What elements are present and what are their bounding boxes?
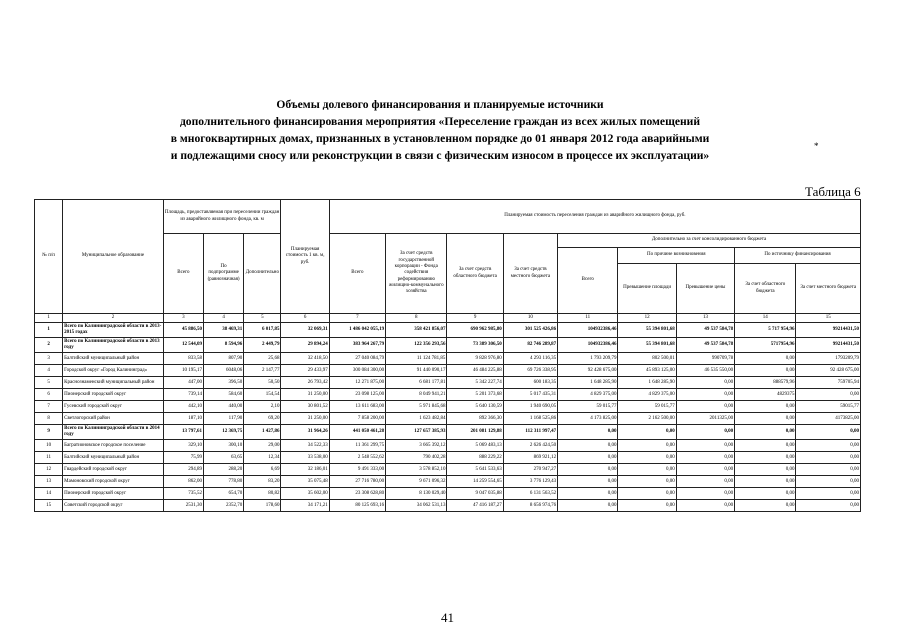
value-cell: 27 040 084,79 (329, 353, 385, 365)
value-cell: 32 186,01 (281, 464, 329, 476)
value-cell: 12 271 875,00 (329, 377, 385, 389)
value-cell: 0,00 (618, 488, 676, 500)
value-cell: 31 964,26 (281, 425, 329, 440)
value-cell: 0,00 (735, 488, 796, 500)
header-planned-cost: Планируемая стоимость 1 кв. м, руб. (281, 200, 329, 314)
value-cell: 45 893 125,00 (618, 365, 676, 377)
value-cell: 802 500,01 (618, 353, 676, 365)
value-cell: 12,34 (244, 452, 281, 464)
value-cell: 270 947,27 (503, 464, 557, 476)
column-number: 4 (203, 314, 243, 323)
row-number: 2 (35, 338, 63, 353)
value-cell: 600 183,35 (503, 377, 557, 389)
table-row (35, 365, 861, 377)
value-cell: 2,10 (244, 401, 281, 413)
value-cell: 2352,70 (203, 500, 243, 512)
page-title (40, 96, 840, 164)
value-cell: 5 717 954,96 (735, 323, 796, 338)
value-cell: 0,00 (558, 440, 618, 452)
value-cell: 25,68 (244, 353, 281, 365)
value-cell: 34 062 531,13 (386, 500, 447, 512)
column-number: 8 (386, 314, 447, 323)
value-cell: 0,00 (558, 500, 618, 512)
column-number: 10 (503, 314, 557, 323)
table-row (35, 323, 861, 338)
value-cell: 0,00 (676, 464, 734, 476)
value-cell: 888 229,22 (447, 452, 503, 464)
row-number: 6 (35, 389, 63, 401)
value-cell: 0,00 (735, 440, 796, 452)
value-cell: 13 797,61 (163, 425, 203, 440)
value-cell: 32 418,50 (281, 353, 329, 365)
value-cell: 4 173 825,00 (558, 413, 618, 425)
value-cell: 0,00 (735, 476, 796, 488)
value-cell: 301 525 426,86 (503, 323, 557, 338)
value-cell: 6 681 177,81 (386, 377, 447, 389)
value-cell: 34 171,21 (281, 500, 329, 512)
table-label: Таблица 6 (805, 184, 861, 199)
value-cell: 0,00 (558, 476, 618, 488)
value-cell: 0,00 (618, 500, 676, 512)
column-number: 15 (796, 314, 861, 323)
header-num: № п/п (35, 200, 63, 314)
value-cell: 6048,06 (203, 365, 243, 377)
value-cell: 0,00 (676, 440, 734, 452)
value-cell: 0,00 (796, 389, 861, 401)
municipality-name: Мамоновский городской округ (63, 476, 164, 488)
value-cell: 1793209,79 (796, 353, 861, 365)
value-cell: 33 538,00 (281, 452, 329, 464)
header-area-group: Площадь, предоставляемая при переселении граждан из аварийного жилищного фонда, кв. м (163, 200, 281, 234)
value-cell: 5 971 845,68 (386, 401, 447, 413)
value-cell: 69 726 338,95 (503, 365, 557, 377)
value-cell: 6 017,85 (244, 323, 281, 338)
value-cell: 23 098 125,00 (329, 389, 385, 401)
value-cell: 8 656 974,76 (503, 500, 557, 512)
value-cell: 862,00 (163, 476, 203, 488)
value-cell: 12 369,75 (203, 425, 243, 440)
value-cell: 2 548 552,62 (329, 452, 385, 464)
value-cell: 83,20 (244, 476, 281, 488)
municipality-name: Всего по Калининградской области в 2014 году (63, 425, 164, 440)
value-cell: 0,00 (796, 452, 861, 464)
value-cell: 739,14 (163, 389, 203, 401)
value-cell: 27 716 780,00 (329, 476, 385, 488)
header-cost-total: Всего (329, 234, 385, 314)
value-cell: 154,54 (244, 389, 281, 401)
value-cell: 49 537 584,78 (676, 323, 734, 338)
value-cell: 46 484 225,88 (447, 365, 503, 377)
value-cell: 46 535 550,00 (676, 365, 734, 377)
value-cell: 1 427,86 (244, 425, 281, 440)
table-row (35, 413, 861, 425)
value-cell: 2 162 500,00 (618, 413, 676, 425)
value-cell: 69,20 (244, 413, 281, 425)
value-cell: 0,00 (735, 365, 796, 377)
value-cell: 990709,78 (676, 353, 734, 365)
value-cell: 6,69 (244, 464, 281, 476)
column-number: 12 (618, 314, 676, 323)
value-cell: 11 361 299,75 (329, 440, 385, 452)
title-line: дополнительного финансирования мероприятия «Переселение граждан из всех жилых помещений (179, 115, 701, 128)
header-fund: За счет средств государственной корпорации - Фонда содействия реформированию жилищно-коммунального хозяйства (386, 234, 447, 314)
value-cell: 0,00 (558, 452, 618, 464)
value-cell: 0,00 (676, 488, 734, 500)
value-cell: 80 125 693,16 (329, 500, 385, 512)
table-row (35, 500, 861, 512)
header-source-local: За счет местного бюджета (796, 264, 861, 314)
value-cell: 300 084 300,00 (329, 365, 385, 377)
value-cell: 178,60 (244, 500, 281, 512)
row-number: 8 (35, 413, 63, 425)
header-cost-group: Планируемая стоимость переселения граждан из аварийного жилищного фонда, руб. (329, 200, 860, 234)
value-cell: 11 124 781,85 (386, 353, 447, 365)
value-cell: 0,00 (735, 353, 796, 365)
table-row (35, 476, 861, 488)
value-cell: 0,00 (618, 425, 676, 440)
value-cell: 5 017 435,31 (503, 389, 557, 401)
column-number-row (35, 314, 861, 323)
value-cell: 49 537 584,78 (676, 338, 734, 353)
value-cell: 0,00 (676, 377, 734, 389)
value-cell: 9 671 096,32 (386, 476, 447, 488)
table-row (35, 377, 861, 389)
value-cell: 442,10 (163, 401, 203, 413)
value-cell: 5 640 130,59 (447, 401, 503, 413)
value-cell: 0,00 (676, 476, 734, 488)
header-local: За счет средств местного бюджета (503, 234, 557, 314)
title-line: и подлежащими сносу или реконструкции в связи с физическим износом в процессе их эксплуатации» (170, 149, 710, 162)
value-cell: 300,10 (203, 440, 243, 452)
header-source-regional: За счет областного бюджета (735, 264, 796, 314)
value-cell: 29 894,24 (281, 338, 329, 353)
value-cell: 869 921,12 (503, 452, 557, 464)
value-cell: 4173825,00 (796, 413, 861, 425)
value-cell: 6 131 563,52 (503, 488, 557, 500)
column-number: 13 (676, 314, 734, 323)
value-cell: 30 801,52 (281, 401, 329, 413)
title-line: Объемы долевого финансирования и планируемые источники (276, 98, 604, 111)
value-cell: 690 962 985,80 (447, 323, 503, 338)
value-cell: 10 195,17 (163, 365, 203, 377)
column-number: 6 (281, 314, 329, 323)
value-cell: 1 168 525,86 (503, 413, 557, 425)
value-cell: 0,00 (558, 464, 618, 476)
header-area-total: Всего (163, 234, 203, 314)
header-consolidated-group: Дополнительно за счет консолидированного бюджета (558, 234, 861, 248)
value-cell: 0,00 (558, 425, 618, 440)
value-cell: 80,82 (244, 488, 281, 500)
value-cell: 1 648 285,90 (618, 377, 676, 389)
value-cell: 82 746 289,87 (503, 338, 557, 353)
value-cell: 35 602,00 (281, 488, 329, 500)
value-cell: 187,10 (163, 413, 203, 425)
page-number: 41 (441, 610, 454, 625)
value-cell: 288,20 (203, 464, 243, 476)
value-cell: 127 657 385,93 (386, 425, 447, 440)
table-row (35, 440, 861, 452)
value-cell: 4 829 375,00 (558, 389, 618, 401)
value-cell: 778,80 (203, 476, 243, 488)
value-cell: 1 793 209,79 (558, 353, 618, 365)
value-cell: 73 389 306,50 (447, 338, 503, 353)
value-cell: 8 130 029,40 (386, 488, 447, 500)
value-cell: 23 308 628,80 (329, 488, 385, 500)
column-number: 7 (329, 314, 385, 323)
value-cell: 92 428 675,00 (796, 365, 861, 377)
column-number: 1 (35, 314, 63, 323)
value-cell: 59 015,77 (618, 401, 676, 413)
value-cell: 4 829 375,00 (618, 389, 676, 401)
financing-table (34, 199, 861, 512)
value-cell: 888579,96 (735, 377, 796, 389)
header-excess-area: Превышение площади (618, 264, 676, 314)
value-cell: 0,00 (558, 488, 618, 500)
row-number: 11 (35, 452, 63, 464)
municipality-name: Всего по Калининградской области в 2013-2015 годах (63, 323, 164, 338)
value-cell: 3 776 129,43 (503, 476, 557, 488)
title-line: в многоквартирных домах, признанных в установленном порядке до 01 января 2012 года аварийными (170, 132, 710, 145)
column-number: 11 (558, 314, 618, 323)
value-cell: 0,00 (676, 401, 734, 413)
row-number: 15 (35, 500, 63, 512)
row-number: 13 (35, 476, 63, 488)
municipality-name: Гусевский городской округ (63, 401, 164, 413)
value-cell: 59015,77 (796, 401, 861, 413)
value-cell: 38 469,31 (203, 323, 243, 338)
value-cell: 5717954,96 (735, 338, 796, 353)
header-by-source: По источнику финансирования (735, 248, 861, 264)
value-cell: 1 623 482,84 (386, 413, 447, 425)
value-cell: 32 069,31 (281, 323, 329, 338)
value-cell: 294,89 (163, 464, 203, 476)
value-cell: 1 940 690,05 (503, 401, 557, 413)
municipality-name: Всего по Калининградской области в 2013 году (63, 338, 164, 353)
value-cell: 3 665 392,12 (386, 440, 447, 452)
value-cell: 201 081 129,88 (447, 425, 503, 440)
header-by-reason: По причине возникновения (618, 248, 735, 264)
value-cell: 35 075,48 (281, 476, 329, 488)
value-cell: 1 486 042 055,19 (329, 323, 385, 338)
value-cell: 4 293 116,35 (503, 353, 557, 365)
value-cell: 12 544,09 (163, 338, 203, 353)
value-cell: 0,00 (618, 476, 676, 488)
value-cell: 26 793,42 (281, 377, 329, 389)
municipality-name: Краснознаменский муниципальный район (63, 377, 164, 389)
municipality-name: Балтийский муниципальный район (63, 452, 164, 464)
value-cell: 447,00 (163, 377, 203, 389)
municipality-name: Пионерский городской округ (63, 488, 164, 500)
column-number: 5 (244, 314, 281, 323)
row-number: 1 (35, 323, 63, 338)
value-cell: 2 449,79 (244, 338, 281, 353)
value-cell: 29,00 (244, 440, 281, 452)
value-cell: 0,00 (735, 413, 796, 425)
row-number: 12 (35, 464, 63, 476)
value-cell: 0,00 (796, 425, 861, 440)
value-cell: 440,00 (203, 401, 243, 413)
table-row (35, 452, 861, 464)
value-cell: 0,00 (676, 425, 734, 440)
header-regional: За счет средств областного бюджета (447, 234, 503, 314)
header-area-program: По подпрограмме (равнозначная) (203, 234, 243, 314)
value-cell: 0,00 (735, 464, 796, 476)
header-consolidated-total: Всего (558, 248, 618, 314)
value-cell: 383 964 267,79 (329, 338, 385, 353)
value-cell: 5 342 227,74 (447, 377, 503, 389)
value-cell: 2011325,00 (676, 413, 734, 425)
value-cell: 13 611 683,00 (329, 401, 385, 413)
value-cell: 14 259 554,65 (447, 476, 503, 488)
row-number: 3 (35, 353, 63, 365)
value-cell: 112 311 997,47 (503, 425, 557, 440)
value-cell: 50,50 (244, 377, 281, 389)
column-number: 3 (163, 314, 203, 323)
table-row (35, 353, 861, 365)
value-cell: 7 858 200,00 (329, 413, 385, 425)
value-cell: 91 440 090,17 (386, 365, 447, 377)
value-cell: 892 366,30 (447, 413, 503, 425)
value-cell: 833,58 (163, 353, 203, 365)
value-cell: 0,00 (735, 452, 796, 464)
value-cell: 0,00 (618, 440, 676, 452)
value-cell: 5 069 483,13 (447, 440, 503, 452)
value-cell: 9 828 976,80 (447, 353, 503, 365)
value-cell: 584,60 (203, 389, 243, 401)
value-cell: 3 578 852,10 (386, 464, 447, 476)
value-cell: 2 147,77 (244, 365, 281, 377)
value-cell: 441 050 461,28 (329, 425, 385, 440)
value-cell: 0,00 (796, 500, 861, 512)
value-cell: 59 015,77 (558, 401, 618, 413)
municipality-name: Советский городской округ (63, 500, 164, 512)
value-cell: 0,00 (735, 425, 796, 440)
value-cell: 8 049 941,21 (386, 389, 447, 401)
table-row (35, 389, 861, 401)
value-cell: 1 648 285,90 (558, 377, 618, 389)
value-cell: 75,99 (163, 452, 203, 464)
row-number: 10 (35, 440, 63, 452)
row-number: 14 (35, 488, 63, 500)
value-cell: 0,00 (796, 440, 861, 452)
value-cell: 99214431,50 (796, 338, 861, 353)
value-cell: 0,00 (735, 500, 796, 512)
row-number: 7 (35, 401, 63, 413)
value-cell: 34 522,33 (281, 440, 329, 452)
header-excess-price: Превышение цены (676, 264, 734, 314)
row-number: 5 (35, 377, 63, 389)
municipality-name: Городской округ «Город Калининград» (63, 365, 164, 377)
value-cell: 807,90 (203, 353, 243, 365)
header-area-additional: Дополнительно (244, 234, 281, 314)
value-cell: 0,00 (676, 500, 734, 512)
value-cell: 0,00 (618, 452, 676, 464)
table-row (35, 338, 861, 353)
value-cell: 358 421 856,07 (386, 323, 447, 338)
municipality-name: Пионерский городской округ (63, 389, 164, 401)
row-number: 9 (35, 425, 63, 440)
value-cell: 45 886,50 (163, 323, 203, 338)
value-cell: 0,00 (618, 464, 676, 476)
value-cell: 0,00 (676, 389, 734, 401)
footnote-mark: * (814, 141, 819, 151)
value-cell: 9 491 333,00 (329, 464, 385, 476)
table-row (35, 464, 861, 476)
value-cell: 122 356 293,56 (386, 338, 447, 353)
header-municipality: Муниципальное образование (63, 200, 164, 314)
value-cell: 9 047 035,88 (447, 488, 503, 500)
value-cell: 0,00 (796, 476, 861, 488)
value-cell: 0,00 (735, 401, 796, 413)
value-cell: 55 394 801,68 (618, 323, 676, 338)
municipality-name: Балтийский муниципальный район (63, 353, 164, 365)
value-cell: 63,65 (203, 452, 243, 464)
value-cell: 29 433,97 (281, 365, 329, 377)
table-row (35, 401, 861, 413)
value-cell: 329,10 (163, 440, 203, 452)
value-cell: 47 416 187,27 (447, 500, 503, 512)
value-cell: 99214431,50 (796, 323, 861, 338)
value-cell: 654,70 (203, 488, 243, 500)
value-cell: 735,52 (163, 488, 203, 500)
value-cell: 117,90 (203, 413, 243, 425)
value-cell: 31 250,00 (281, 413, 329, 425)
value-cell: 104932386,46 (558, 338, 618, 353)
column-number: 9 (447, 314, 503, 323)
value-cell: 92 428 675,00 (558, 365, 618, 377)
value-cell: 55 394 801,68 (618, 338, 676, 353)
value-cell: 0,00 (796, 488, 861, 500)
value-cell: 5 201 373,68 (447, 389, 503, 401)
value-cell: 790 402,28 (386, 452, 447, 464)
value-cell: 5 641 533,63 (447, 464, 503, 476)
municipality-name: Светлогорский район (63, 413, 164, 425)
value-cell: 396,50 (203, 377, 243, 389)
column-number: 14 (735, 314, 796, 323)
value-cell: 0,00 (676, 452, 734, 464)
value-cell: 31 250,00 (281, 389, 329, 401)
value-cell: 759705,94 (796, 377, 861, 389)
column-number: 2 (63, 314, 164, 323)
value-cell: 8 594,96 (203, 338, 243, 353)
table-row (35, 488, 861, 500)
municipality-name: Багратионовское городское поселение (63, 440, 164, 452)
value-cell: 2 626 424,50 (503, 440, 557, 452)
value-cell: 0,00 (796, 464, 861, 476)
table-row (35, 425, 861, 440)
municipality-name: Гвардейский городской округ (63, 464, 164, 476)
row-number: 4 (35, 365, 63, 377)
value-cell: 4829375 (735, 389, 796, 401)
value-cell: 104932386,46 (558, 323, 618, 338)
value-cell: 2531,30 (163, 500, 203, 512)
